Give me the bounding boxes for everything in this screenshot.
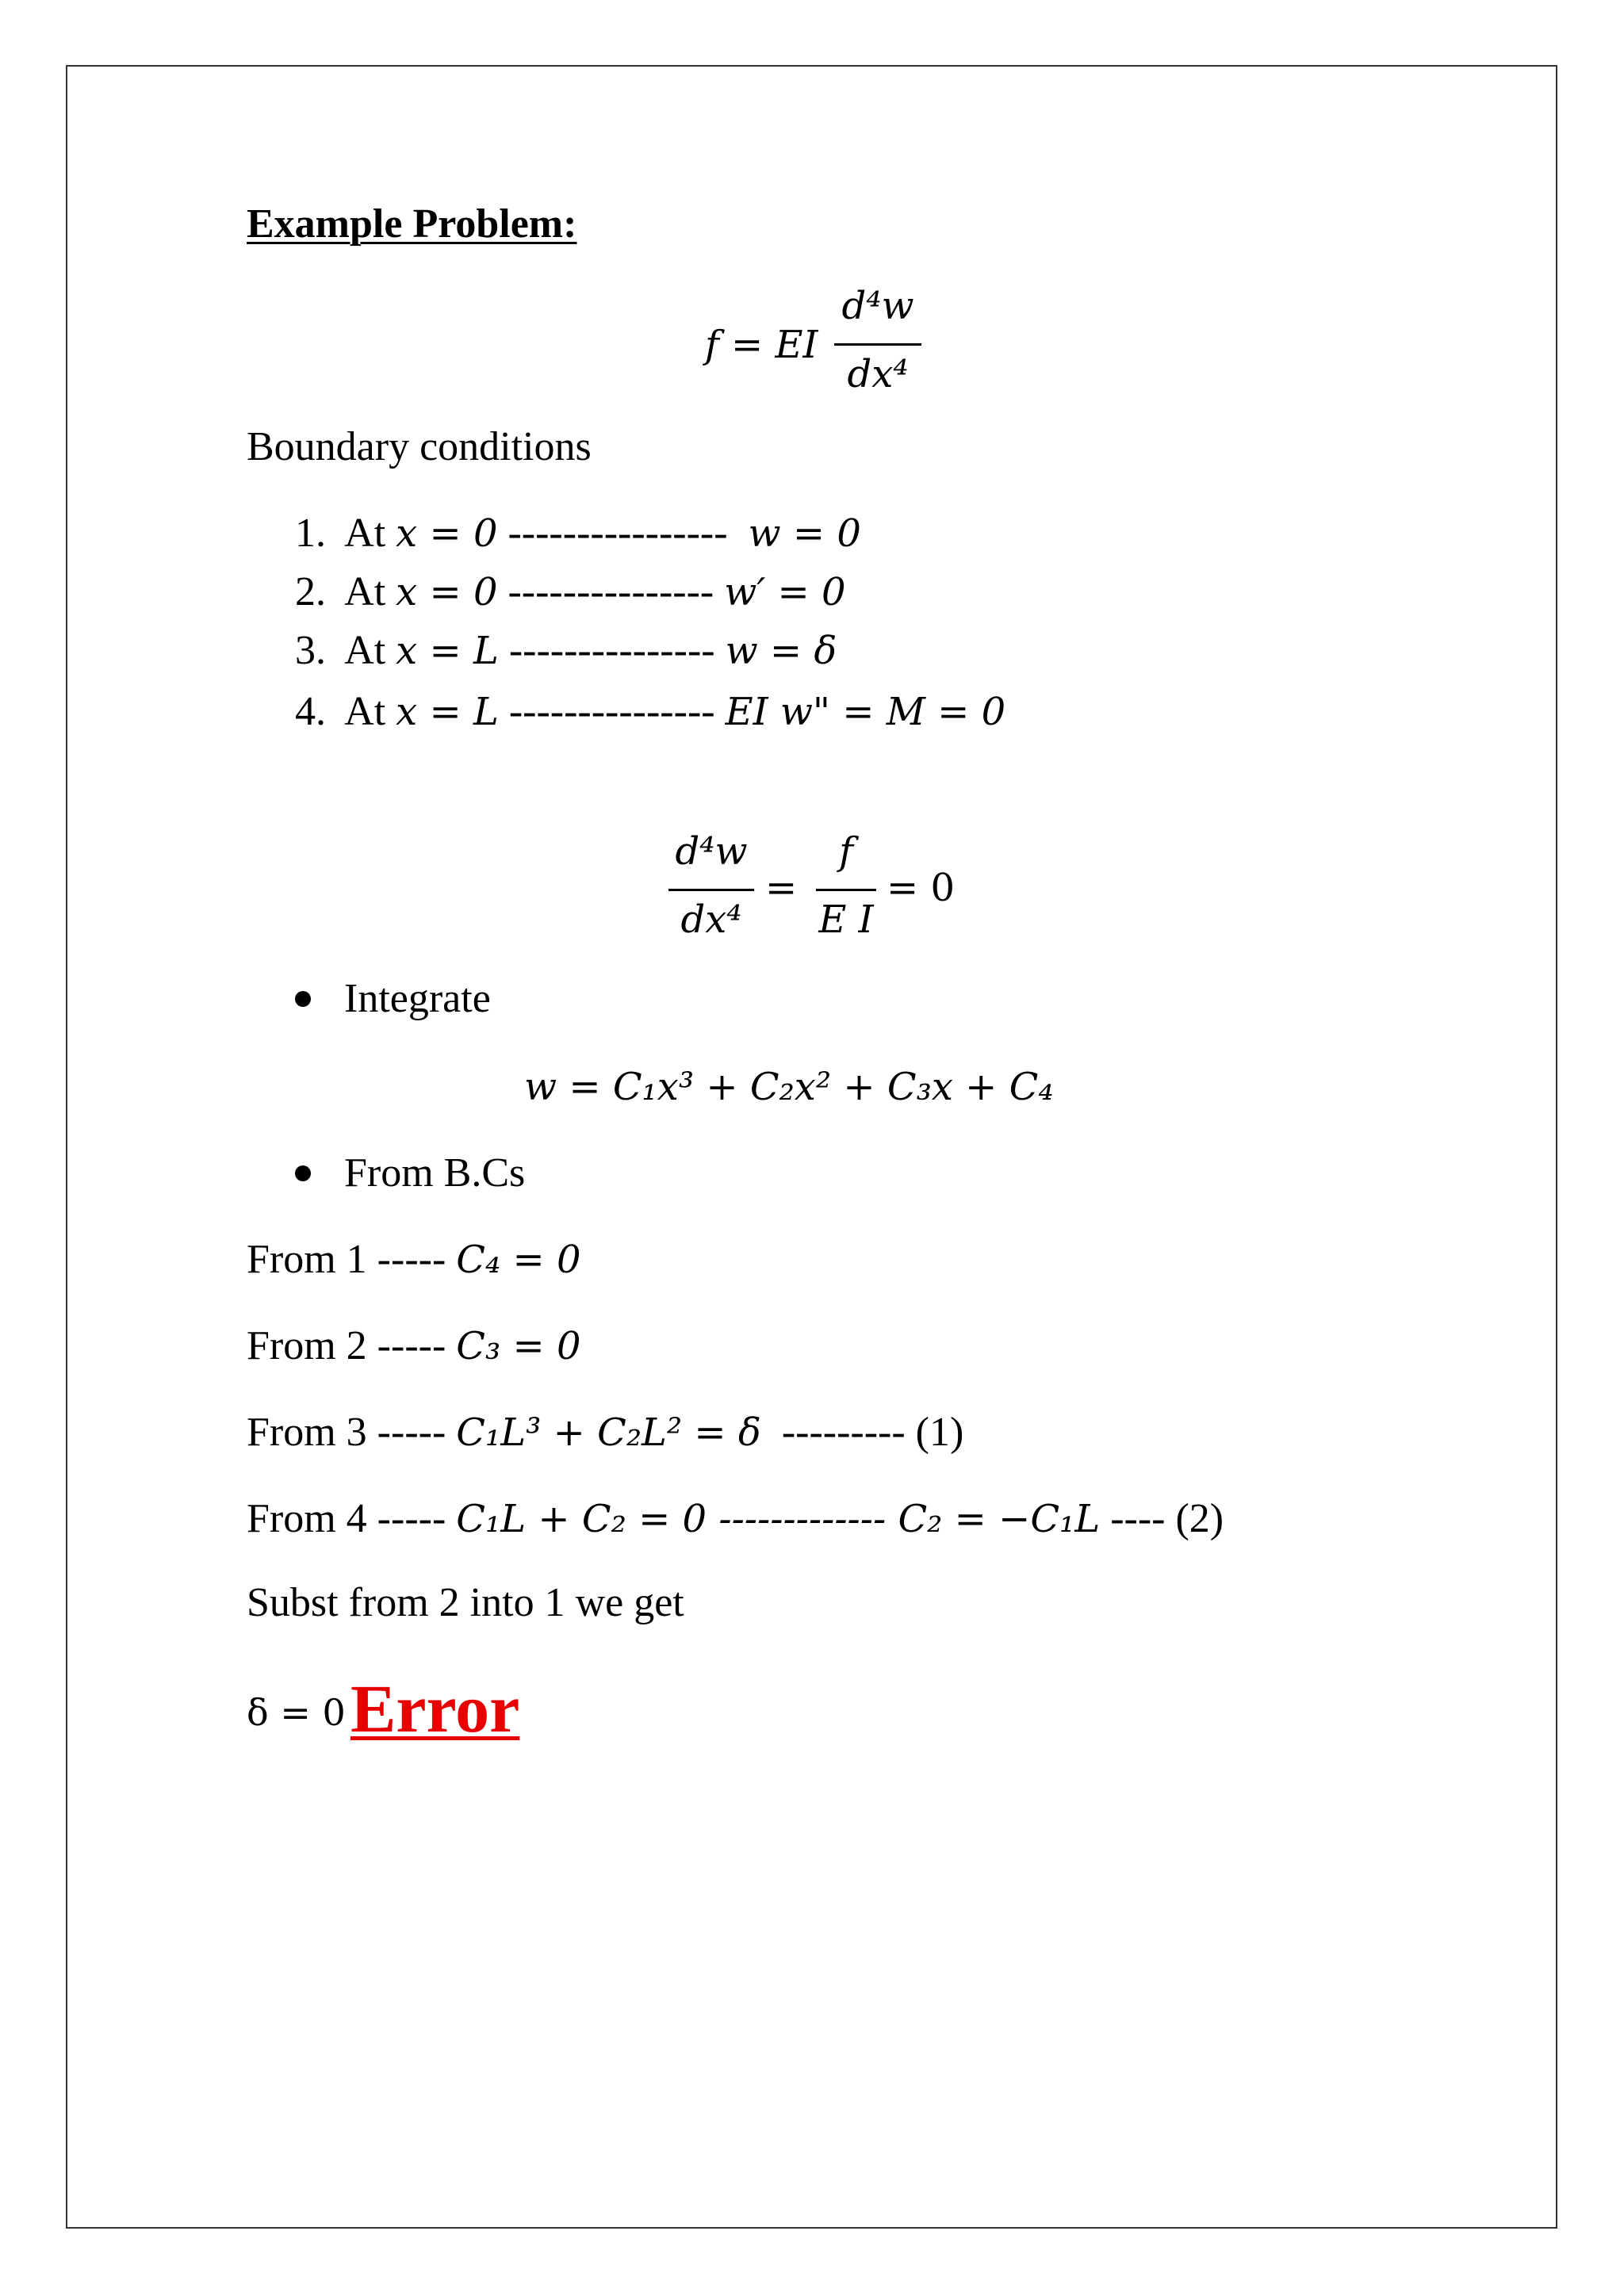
bc-item-4: [295, 691, 1005, 733]
bc-result: w = 0: [748, 511, 861, 556]
ode-numerator-2: f: [839, 829, 853, 874]
bc-at: At: [344, 628, 386, 673]
from-line-1: [247, 1239, 581, 1280]
general-solution: w = C₁x³ + C₂x² + C₃x + C₄: [524, 1065, 1054, 1109]
page-title: Example Problem:: [247, 201, 577, 247]
bc-condition: x = 0: [396, 511, 498, 556]
bc-result: w′ = 0: [724, 570, 846, 614]
bc-item-1: [295, 513, 861, 554]
ode-equals-1: =: [765, 866, 798, 910]
ode-numerator-1: d⁴w: [675, 829, 748, 874]
governing-eq-denominator: dx⁴: [847, 352, 909, 396]
from-line-3: [247, 1412, 963, 1453]
bc-result: EI w" = M = 0: [725, 690, 1006, 734]
from-expr: C₁L³ + C₂L² = δ: [456, 1410, 761, 1455]
from-expr: C₄ = 0: [456, 1238, 581, 1282]
ode-fraction-bar-2: [816, 889, 876, 891]
bullet-integrate: Integrate: [344, 976, 491, 1021]
bullet-icon: [295, 991, 311, 1007]
bc-dashes: ---------------: [508, 569, 714, 614]
bc-heading: Boundary conditions: [247, 424, 592, 469]
bc-item-2: [295, 569, 846, 614]
bc-dashes: ----------------: [508, 511, 728, 556]
from-line-4: [247, 1498, 1224, 1540]
bc-result: w = δ: [725, 629, 837, 673]
final-expression: δ = 0: [247, 1691, 346, 1734]
bc-condition: x = L: [396, 690, 499, 734]
from-expr: C₁L + C₂ = 0 ------------- C₂ = −C₁L: [456, 1497, 1101, 1541]
ode-fraction-bar-1: [668, 889, 754, 891]
page-border: [66, 65, 1557, 2229]
ode-denominator-2: E I: [818, 897, 874, 942]
bc-dashes: ---------------: [508, 628, 715, 673]
from-tail: ---- (2): [1110, 1496, 1224, 1541]
from-tail: --------- (1): [781, 1410, 964, 1455]
from-label: From 3 -----: [247, 1410, 446, 1455]
from-expr: C₃ = 0: [456, 1324, 581, 1368]
from-line-2: [247, 1323, 581, 1368]
governing-eq-numerator: d⁴w: [841, 284, 914, 328]
bc-dashes: ---------------: [508, 689, 715, 734]
bc-condition: x = L: [396, 629, 499, 673]
from-label: From 1 -----: [247, 1237, 446, 1282]
from-label: From 2 -----: [247, 1323, 446, 1368]
error-label: Error: [350, 1670, 520, 1747]
bc-number: 1.: [295, 511, 326, 556]
bullet-icon: [295, 1165, 311, 1181]
ode-equals-zero: = 0: [887, 866, 956, 910]
bc-number: 3.: [295, 628, 326, 673]
governing-eq-lhs: f = EI: [705, 323, 818, 367]
bc-at: At: [344, 511, 386, 556]
from-label: From 4 -----: [247, 1496, 446, 1541]
governing-eq-fraction-bar: [834, 343, 921, 346]
bullet-from-bcs: From B.Cs: [344, 1150, 526, 1196]
bc-item-3: [295, 630, 837, 672]
bc-at: At: [344, 689, 386, 734]
bc-number: 4.: [295, 689, 326, 734]
bc-at: At: [344, 569, 386, 614]
bc-condition: x = 0: [396, 570, 498, 614]
subst-text: Subst from 2 into 1 we get: [247, 1580, 684, 1625]
bc-number: 2.: [295, 569, 326, 614]
ode-denominator-1: dx⁴: [680, 897, 742, 942]
